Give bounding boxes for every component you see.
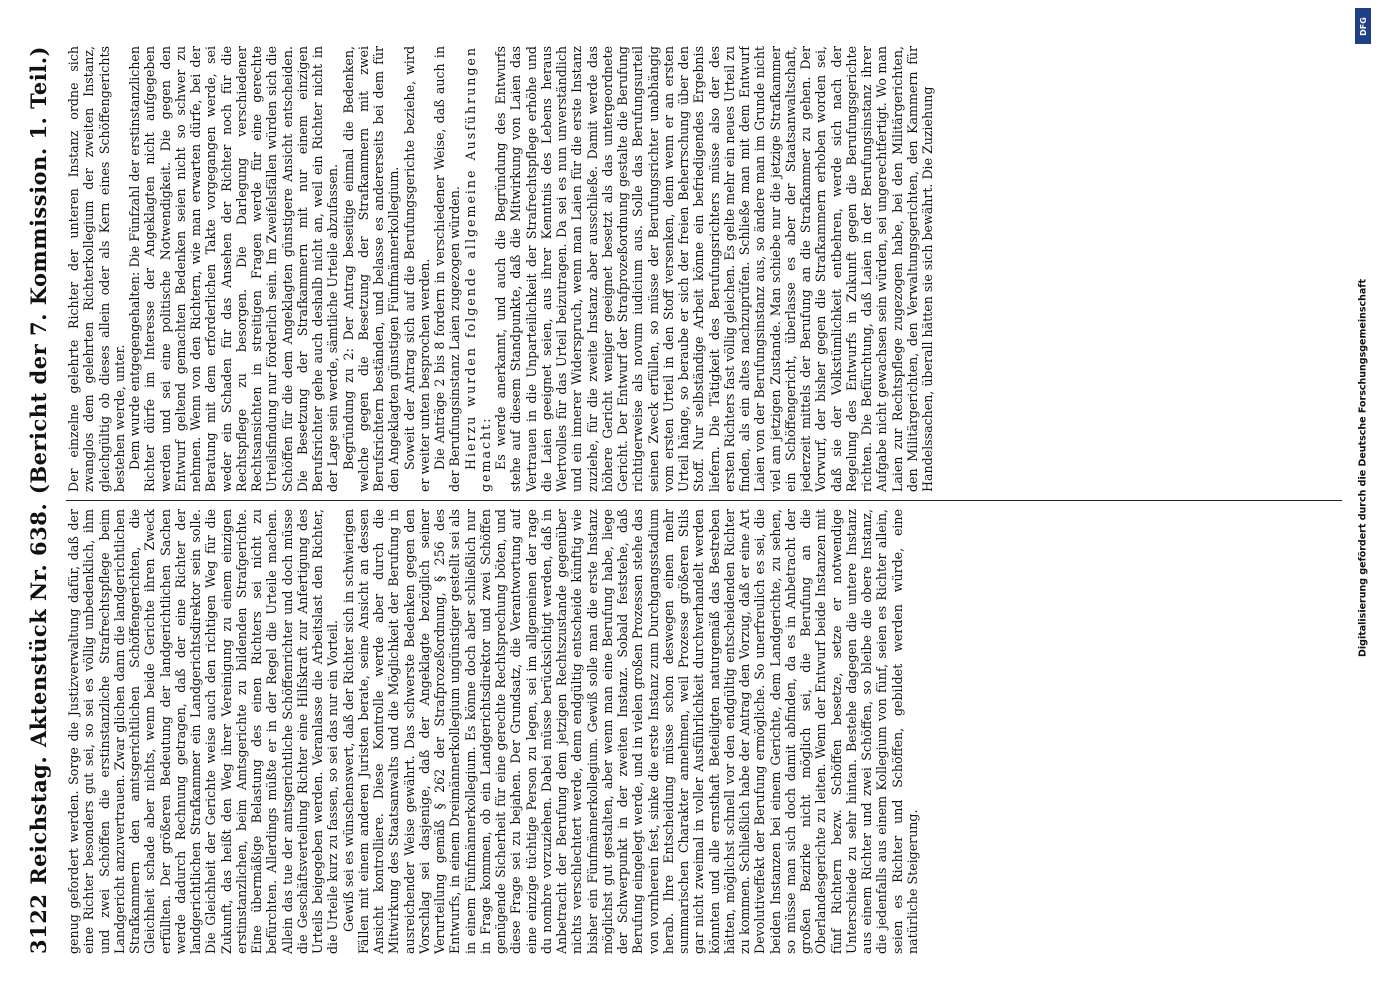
- right-paragraph-6: Hierzu wurden folgende allgemeine Ausführungen gemacht:: [462, 46, 493, 492]
- document-page: [12, 32, 1352, 968]
- right-paragraph-2: Dem wurde entgegengehalten: Die Fünfzahl der erstinstanzlichen Richter dürfe im Interesse der Angeklagten nicht aufgegeben werden und sei eine politische Notwendigkeit. Die gegen den Entwurf geltend gemachten Bedenken seien nicht so schwer zu nehmen. Wenn von den Richtern, wie man erwarten dürfe, bei der Beratung mit dem erforderlichen Takte vorgegangen werde, sei weder ein Schaden für das Ansehen der Richter noch für die Rechtspflege zu besorgen. Die Darlegung verschiedener Rechtsansichten in streitigen Fragen werde für eine gerechte Urteilsfindung nur förderlich sein. Im Zweifelsfällen würden sich die Schöffen für die dem Angeklagten günstigere Ansicht entscheiden. Die Besetzung der Strafkammern mit nur einem einzigen Berufsrichter gehe auch deshalb nicht an, weil ein Richter nicht in der Lage sein werde, sämtliche Urteile abzufassen.: [127, 46, 341, 492]
- header-center-title: Aktenstück Nr. 638.: [25, 502, 51, 748]
- right-paragraph-1: Der einzelne gelehrte Richter der unteren Instanz ordne sich zwanglos dem gelehrten Richterkollegium der zweiten Instanz, gleichgültig ob dieses allein oder als Kern eines Schöffengerichts bestehen werde, unter.: [66, 46, 127, 492]
- right-paragraph-4: Soweit der Antrag sich auf die Berufungsgerichte beziehe, wird er weiter unten besprochen werden.: [401, 46, 432, 492]
- digitization-note-text: Digitalisierung gefördert durch die Deutsche Forschungsgemeinschaft: [1357, 279, 1369, 657]
- dfg-logo: [1355, 8, 1371, 44]
- left-column: [66, 509, 1346, 954]
- page-header: [18, 46, 58, 954]
- header-right-title: (Bericht der 7. Kommission. 1. Teil.): [25, 46, 51, 495]
- left-paragraph-2: Gewiß sei es wünschenswert, daß der Richter sich in schwierigen Fällen mit einem anderen Juristen berate, seine Ansicht an dessen Ansicht kontrolliere. Diese Kontrolle werde aber durch die Mitwirkung des Staatsanwalts und die Möglichkeit der Berufung in ausreichender Weise gewährt. Das schwerste Bedenken gegen den Vorschlag sei dasjenige, daß der Angeklagte bezüglich seiner Verurteilung gemäß § 262 der Strafprozeßordnung, § 256 des Entwurfs, in einem Dreimännerkollegium ungünstiger gestellt sei als in einem Fünfmännerkollegium. Es könne doch aber schließlich nur in Frage kommen, ob ein Landgerichtsdirektor und zwei Schöffen genügende Sicherheit für eine gerechte Rechtsprechung böten, und diese Frage sei zu bejahen. Der Grundsatz, die Verantwortung auf eine einzige tüchtige Person zu legen, sei im allgemeinen der rage du nombre vorzuziehen. Dabei müsse berücksichtigt werden, daß in Anbetracht der Berufung dem jetzigen Rechtszustande gegenüber nichts verschlechtert werde, denn endgültig entscheide künftig wie bisher ein Fünfmännerkollegium. Gewiß solle man die erste Instanz möglichst gut gestalten, aber wenn man eine Berufung habe, liege der Schwerpunkt in der zweiten Instanz. Sobald feststehe, daß Berufung eingelegt werde, und in vielen großen Prozessen stehe das von vornherein fest, sinke die erste Instanz zum Durchgangsstadium herab. Ihre Entscheidung müsse schon deswegen einen mehr summarischen Charakter annehmen, weil Prozesse größeren Stils gar nicht zweimal in voller Ausführlichkeit durchverhandelt werden könnten und alle ernsthaft Beteiligten naturgemäß das Bestreben hätten, möglichst schnell vor den endgültig entscheidenden Richter zu kommen. Schließlich habe der Antrag den Vorzug, daß er eine Art Devolutiveffekt der Berufung ermögliche. So unerfreulich es sei, die beiden Instanzen bei einem Gerichte, dem Landgerichte, zu sehen, so müsse man sich doch damit abfinden, da es in Anbetracht der großen Bezirke nicht möglich sei, die Berufung an die Oberlandesgerichte zu leiten. Wenn der Entwurf beide Instanzen mit fünf Richtern bezw. Schöffen besetze, setze er notwendige Unterschiede zu sehr hintan. Bestehe dagegen die untere Instanz aus einem Richter und zwei Schöffen, so bleibe die obere Instanz, die jedenfalls aus einem Kollegium von fünf, seien es Richter allein, seien es Richter und Schöffen, gebildet werden würde, eine natürliche Steigerung.: [340, 509, 920, 954]
- right-paragraph-5: Die Anträge 2 bis 8 fordern in verschiedener Weise, daß auch in der Berufungsinstanz Laien zugezogen würden.: [432, 46, 463, 492]
- dfg-logo-text: DFG: [1358, 16, 1368, 36]
- right-paragraph-7: Es werde anerkannt, und auch die Begründung des Entwurfs stehe auf diesem Standpunkte, daß die Mitwirkung von Laien das Vertrauen in die Unparteilichkeit der Strafrechtspflege erhöhe und die Laien geeignet seien, aus ihrer Kenntnis des Lebens heraus Wertvolles für das Urteil beizutragen. Da sei es nun unverständlich und ein innerer Widerspruch, wenn man Laien für die erste Instanz zuziehe, für die zweite Instanz aber ausschließe. Damit werde das höhere Gericht weniger geeignet besetzt als das untergeordnete Gericht. Der Entwurf der Strafprozeßordnung gestalte die Berufung richtigerweise als novum iudicium aus. Solle das Berufungsurteil seinen Zweck erfüllen, so müsse der Berufungsrichter unabhängig vom ersten Urteil in den Stoff versenken, denn wenn er an ersten Urteil hänge, so beraube er sich der freien Beherrschung über den Stoff. Nur selbständige Arbeit könne ein befriedigendes Ergebnis liefern. Die Tätigkeit des Berufungsrichters müsse also der des ersten Richters fast völlig gleichen. Es gelte mehr ein neues Urteil zu finden, als ein altes nachzuprüfen. Schließe man mit dem Entwurf Laien von der Berufungsinstanz aus, so ändere man im Grunde nicht viel am jetzigen Zustande. Man schiebe nur die jetzige Strafkammer ein Schöffengericht, überlasse es aber der Staatsanwaltschaft, jederzeit mittels der Berufung an die Strafkammer zu gehen. Der Vorwurf, der bisher gegen die Strafkammern erhoben worden sei, daß sie der Volkstümlichkeit entbehren, werde sich nach der Regelung des Entwurfs in Zukunft gegen die Berufungsgerichte richten. Die Befürchtung, daß Laien in der Berufungsinstanz ihrer Aufgabe nicht gewachsen sein würden, sei ungerechtfertigt. Wo man Laien zur Rechtspflege zugezogen habe, bei den Militärgerichten, den Militärgerichten, den Verwaltungsgerichten, den Kammern für Handelssachen, überall hätten sie sich bewährt. Die Zuziehung: [493, 46, 935, 492]
- page-number: 3122: [25, 893, 51, 954]
- column-divider: [66, 500, 1342, 501]
- right-column: [66, 46, 1346, 492]
- right-paragraph-3: Begründung zu 2: Der Antrag beseitige einmal die Bedenken, welche gegen die Besetzung der Strafkammern mit zwei Berufsrichtern beständen, und belasse es andererseits bei dem für den Angeklagten günstigen Fünfmännerkollegium.: [340, 46, 402, 492]
- digitization-note: [1348, 48, 1378, 888]
- header-left-title: Reichstag.: [25, 755, 51, 885]
- left-paragraph-1: genug gefordert werden. Sorge die Justizverwaltung dafür, daß der eine Richter besonders gut sei, so sei es völlig unbedenklich, ihm und zwei Schöffen die erstinstanzliche Strafrechtspflege beim Landgericht anzuvertrauen. Zwar glichen dann die landgerichtlichen Strafkammern den amtsgerichtlichen Schöffengerichten, die Gleichheit schade aber nichts, wenn beide Gerichte ihren Zweck erfüllten. Der größeren Bedeutung der landgerichtlichen Sachen werde dadurch Rechnung getragen, daß der eine Richter der landgerichtlichen Strafkammer ein Landgerichtsdirektor sein solle. Die Gleichheit der Gerichte weise auch den richtigen Weg für die Zukunft, das heißt den Weg ihrer Vereinigung zu einem einzigen erstinstanzlichen, beim Amtsgerichte zu bildenden Strafgerichte. Eine übermäßige Belastung des einen Richters sei nicht zu befürchten. Allerdings müßte er in der Regel die Urteile machen. Allein das tue der amtsgerichtliche Schöffenrichter und doch müsse die Geschäftsverteilung Richter eine Hilfskraft zur Anfertigung des Urteils beigegeben werden. Veranlasse die Arbeitslast den Richter, die Urteile kurz zu fassen, so sei das nur ein Vorteil.: [66, 509, 341, 954]
